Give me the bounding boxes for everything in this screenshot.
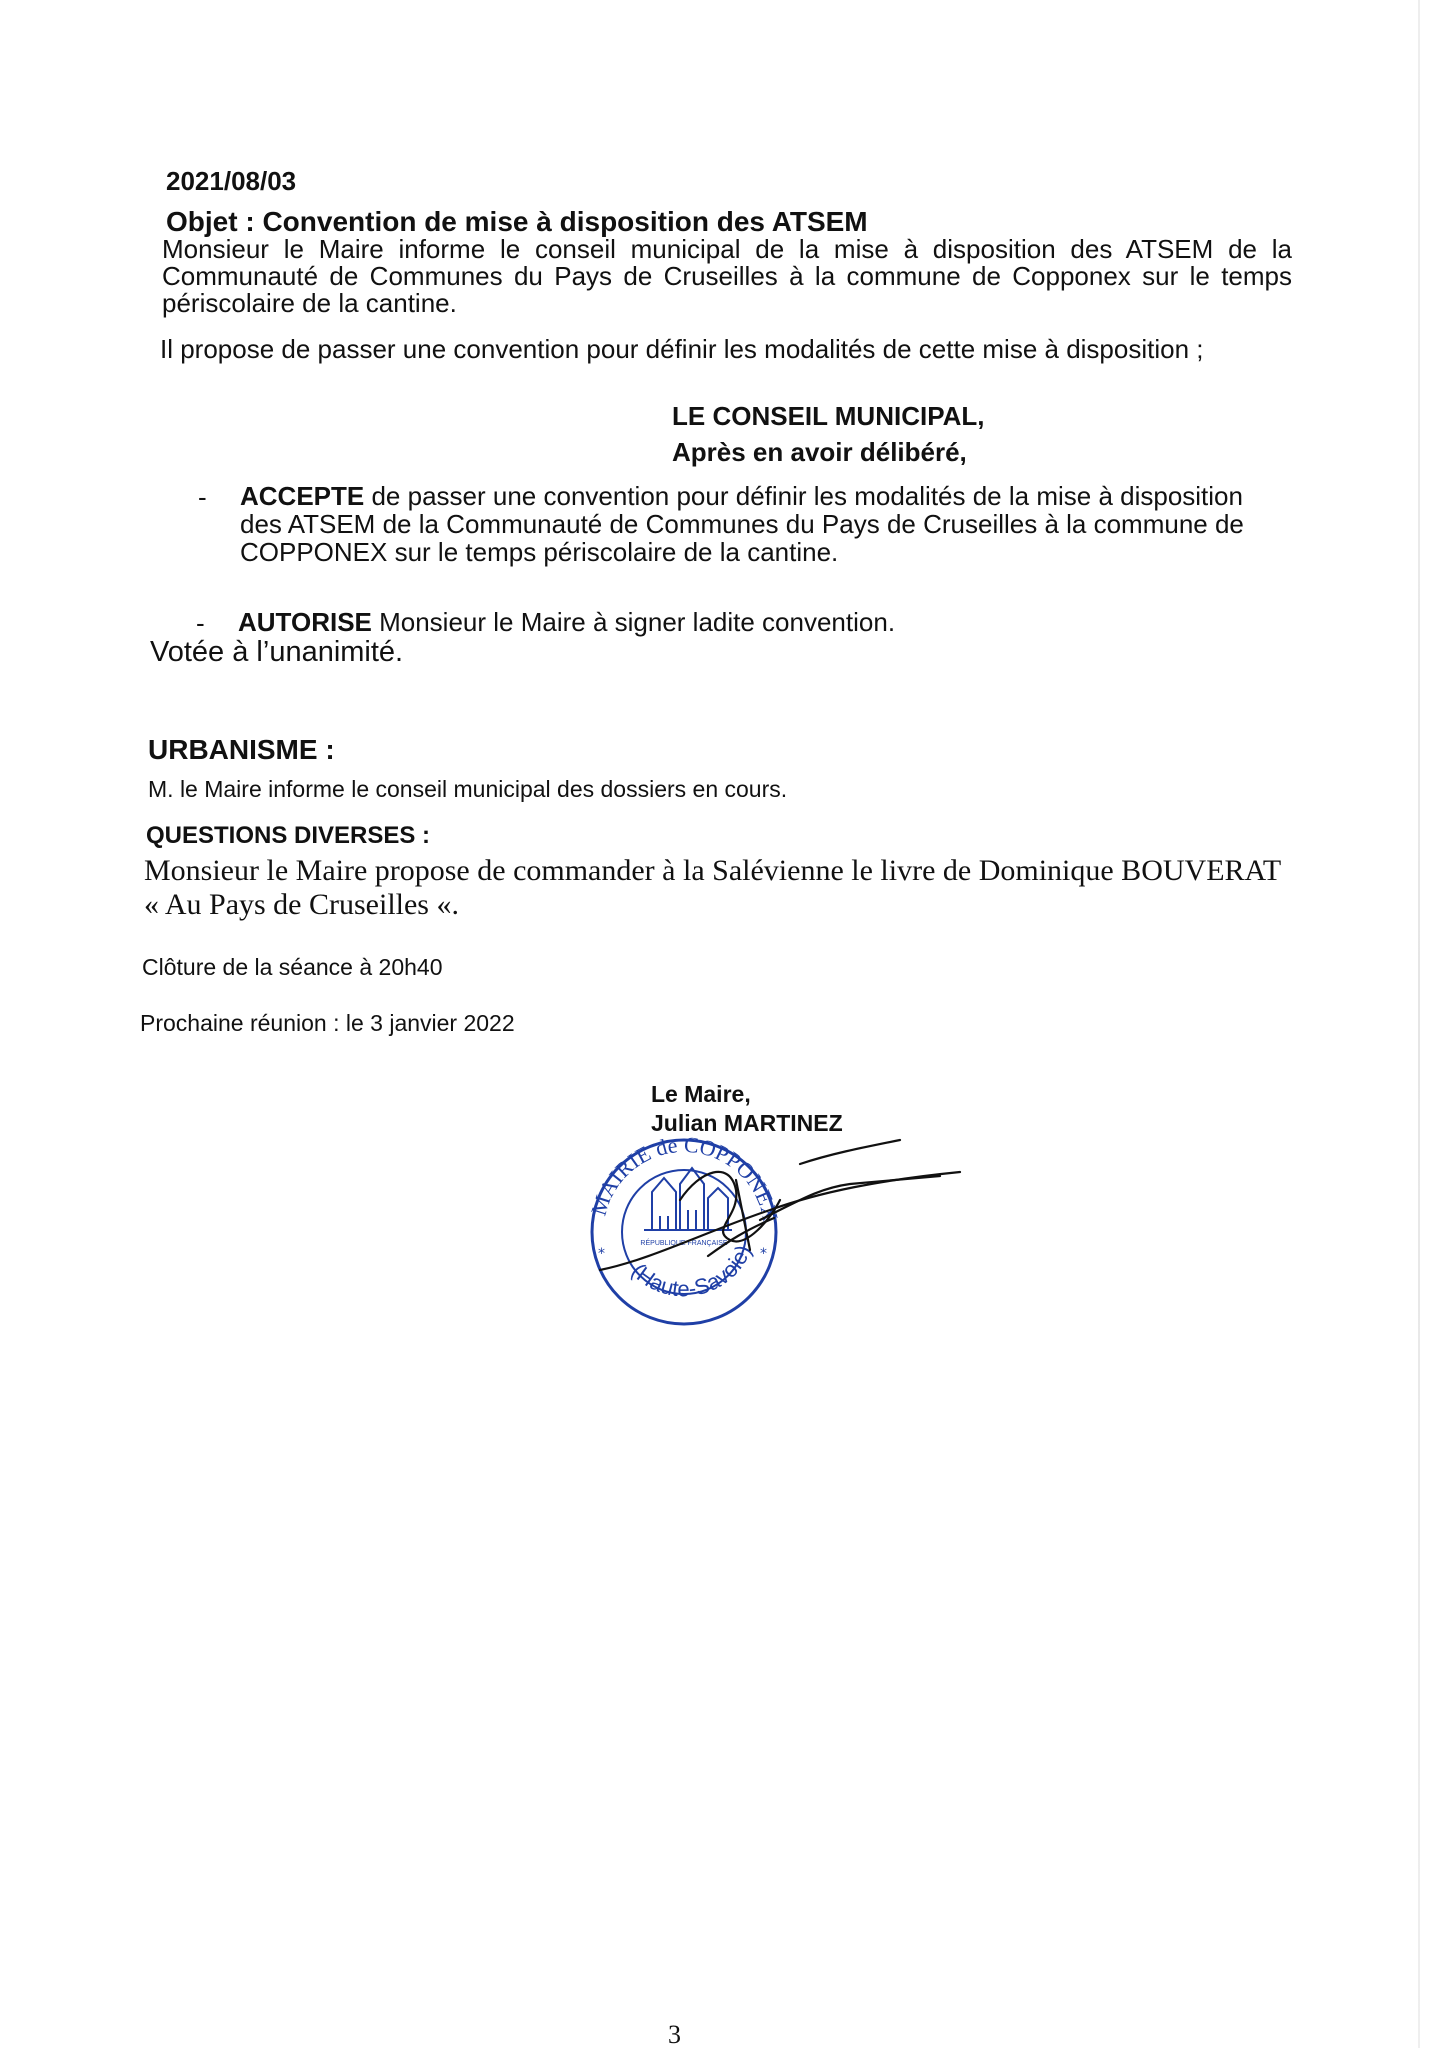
stamp-bottom-text: (Haute-Savoie) (626, 1241, 757, 1302)
decision-keyword: ACCEPTE (240, 481, 365, 511)
urbanisme-heading: URBANISME : (148, 734, 335, 765)
questions-text (144, 854, 1294, 922)
decision-text: Monsieur le Maire à signer ladite convention. (371, 607, 896, 637)
signature-title: Le Maire, (651, 1081, 751, 1107)
closing-time: Clôture de la séance à 20h40 (142, 954, 443, 980)
decision-dash: - (198, 482, 207, 512)
scan-edge-line (1418, 0, 1420, 2048)
deliberation-object: Objet : Convention de mise à disposition des ATSEM (166, 206, 868, 237)
council-heading (672, 398, 985, 470)
deliberation-reference: 2021/08/03 (166, 166, 297, 196)
paragraph-intro: Monsieur le Maire informe le conseil municipal de la mise à disposition des ATSEM de la Communauté de Communes du Pays de Cruseilles à la commune de Copponex sur le temps périscolaire de la cantine. (162, 234, 1292, 318)
urbanisme-text: M. le Maire informe le conseil municipal des dossiers en cours. (148, 776, 788, 802)
next-meeting: Prochaine réunion : le 3 janvier 2022 (140, 1010, 515, 1036)
mairie-stamp (560, 1080, 980, 1340)
questions-line2: « Au Pays de Cruseilles «. (144, 888, 459, 921)
decision-keyword: AUTORISE (238, 607, 372, 637)
page-number: 3 (668, 2020, 681, 2049)
council-heading-line1: LE CONSEIL MUNICIPAL, (672, 401, 985, 431)
questions-heading: QUESTIONS DIVERSES : (146, 822, 431, 849)
decision-text: de passer une convention pour définir les modalités de la mise à disposition des ATSEM de la Communauté de Communes du Pays de Cruseilles à la commune de COPPONEX sur le temps périscolaire de la cantine. (240, 481, 1244, 567)
council-heading-line2: Après en avoir délibéré, (672, 437, 967, 467)
svg-text:*: * (760, 1246, 767, 1262)
stamp-top-text: MAIRIE de COPPONEX (585, 1131, 784, 1224)
stamp-center-text: RÉPUBLIQUE FRANÇAISE (640, 1240, 728, 1247)
vote-result: Votée à l’unanimité. (150, 636, 404, 668)
decision-autorise (238, 608, 1238, 636)
questions-line1: Monsieur le Maire propose de commander à la Salévienne le livre de Dominique BOUVERAT (144, 854, 1282, 887)
decision-accepte (240, 482, 1285, 566)
svg-text:*: * (598, 1246, 605, 1262)
paragraph-proposal: Il propose de passer une convention pour définir les modalités de cette mise à disposition ; (160, 334, 1204, 364)
stamp-building-icon (644, 1168, 732, 1230)
decision-dash: - (196, 608, 205, 638)
signature-name: Julian MARTINEZ (651, 1110, 843, 1136)
